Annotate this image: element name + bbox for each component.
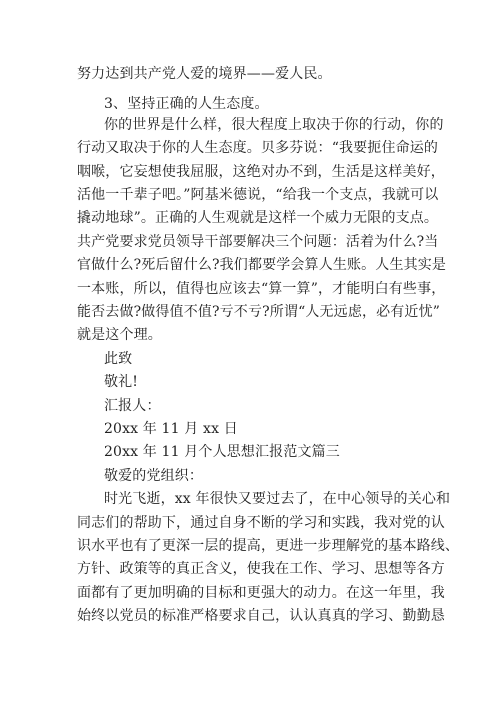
paragraph-line: 撬动地球”。正确的人生观就是这样一个威力无限的支点。 bbox=[77, 210, 439, 226]
paragraph-line: 方针、政策等的真正含义，使我在工作、学习、思想等各方 bbox=[77, 561, 445, 577]
paragraph-line: 你的世界是什么样，很大程度上取决于你的行动，你的 bbox=[104, 117, 444, 133]
paragraph-line: 面都有了更加明确的目标和更强大的动力。在这一年里，我 bbox=[77, 585, 445, 601]
paragraph-line: 努力达到共产党人爱的境界——爱人民。 bbox=[77, 66, 332, 82]
paragraph-line: 识水平也有了更深一层的提高，更进一步理解党的基本路线、 bbox=[77, 538, 460, 554]
section-title: 20xx 年 11 月个人思想汇报范文篇三 bbox=[104, 444, 340, 460]
paragraph-line: 咽喉，它妄想使我屈服，这绝对办不到，生活是这样美好， bbox=[77, 164, 445, 180]
salutation: 敬爱的党组织： bbox=[104, 468, 204, 484]
paragraph-line: 共产党要求党员领导干部要解决三个问题：活着为什么?当 bbox=[77, 234, 439, 250]
paragraph-line: 时光飞逝，xx 年很快又要过去了，在中心领导的关心和 bbox=[104, 491, 451, 507]
paragraph-line: 能否去做?做得值不值?亏不亏?所谓“人无远虑，必有近忧” bbox=[77, 304, 441, 320]
section-heading: 3、坚持正确的人生态度。 bbox=[104, 96, 269, 112]
closing-line: 敬礼! bbox=[104, 374, 139, 390]
report-date: 20xx 年 11 月 xx 日 bbox=[104, 421, 238, 437]
paragraph-line: 始终以党员的标准严格要求自己，认认真真的学习、勤勤恳 bbox=[77, 608, 445, 624]
paragraph-line: 活他一千辈子吧。”阿基米德说，“给我一个支点，我就可以 bbox=[77, 187, 439, 203]
paragraph-line: 同志们的帮助下，通过自身不断的学习和实践，我对党的认 bbox=[77, 515, 445, 531]
paragraph-line: 官做什么?死后留什么?我们都要学会算人生账。人生其实是 bbox=[77, 257, 447, 273]
paragraph-line: 一本账，所以，值得也应该去“算一算”，才能明白有些事， bbox=[77, 281, 446, 297]
paragraph-line: 就是这个理。 bbox=[77, 327, 162, 343]
closing-line: 此致 bbox=[104, 351, 133, 367]
reporter-label: 汇报人： bbox=[104, 398, 161, 414]
paragraph-line: 行动又取决于你的人生态度。贝多芬说：“我要扼住命运的 bbox=[77, 140, 439, 156]
